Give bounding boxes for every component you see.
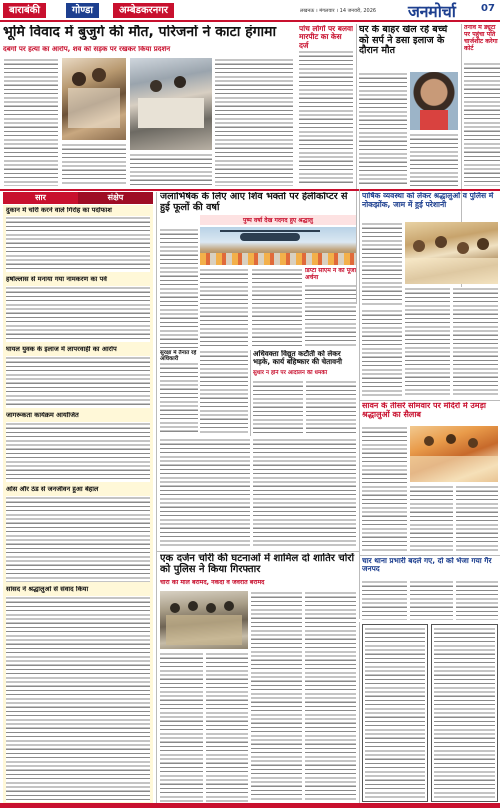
bottom-col-2 (206, 652, 248, 802)
brief-label-sankshep: संक्षेप (78, 192, 153, 204)
mid-sub-c: अधिवक्ता विद्युत कटौती को लेकर भड़के, कार्य बहिष्कार की चेतावनी (253, 350, 342, 367)
transfer-col-1 (362, 580, 407, 620)
lead-subhead: दबंगों पर हत्या का आरोप, शव को सड़क पर रखकर किया प्रदर्शन (3, 46, 171, 53)
mid-sub-b: डिप्टी सीएम ने की पूजा अर्चना (305, 268, 356, 281)
brief-text-6 (6, 596, 150, 802)
sawan-col-1 (362, 426, 407, 552)
transfer-col-3 (456, 580, 498, 620)
bottom-col-3 (251, 591, 302, 802)
side2-text-a (359, 72, 407, 186)
side3-text (464, 62, 500, 186)
helicopter-photo (200, 227, 356, 265)
lead-photo-right (130, 58, 212, 150)
right-col-3 (453, 287, 498, 397)
sawan-col-3 (456, 485, 498, 552)
devotees-photo (405, 222, 498, 284)
lead-col-3 (130, 153, 212, 186)
mid-strap-a (200, 215, 356, 225)
police-photo (160, 591, 248, 649)
mid-col-4 (305, 284, 356, 348)
right-top-headline: पार्षिक व्यवस्था को लेकर श्रद्धालुओं व पुलिस में नोकझोंक, जाम में हुई परेशानी (362, 192, 494, 209)
brand-logo: जनमोर्चा (408, 2, 456, 21)
mid-sub-a: पुष्प वर्षा देख गदगद हुए श्रद्धालु (243, 217, 313, 224)
right-col-1 (362, 222, 402, 306)
lead-col-4 (215, 58, 293, 186)
masthead (0, 0, 500, 22)
bottom-headline: एक दर्जन चोरी की घटनाओं में शामिल दो शातिर चोरों को पुलिस ने किया गिरफ्तार (160, 553, 355, 576)
mid-headline: जलाभिषेक के लिए आए शिव भक्तों पर हेलीकॉप्टर से हुई फूलों की वर्षा (160, 192, 348, 213)
temple-photo (410, 426, 498, 482)
lead-col-1 (4, 58, 58, 186)
notice-box-1 (362, 624, 428, 802)
child-photo (410, 72, 458, 130)
lead-headline: भूमि विवाद में बुजुर्ग की मौत, परिजनों ने काटा हंगामा (3, 25, 277, 40)
brief-h5: ओस और ठंड से जनजीवन हुआ बेहाल (6, 486, 99, 493)
side2-headline-display: घर के बाहर खेल रहे बच्चे को सर्प ने डसा इलाज के दौरान मौत (359, 25, 448, 57)
brief-label-saar: सार (35, 193, 46, 202)
mid-col-1 (160, 228, 198, 348)
transfer-headline: चार थाना प्रभारी बदले गए, दो को भेजा गया गैर जनपद (362, 557, 492, 574)
bottom-col-4 (305, 591, 356, 802)
mid-col-3 (252, 268, 302, 348)
mid-sub-d: सुधार न होने पर आंदोलन की धमकी (253, 370, 328, 376)
right-top-region (296, 24, 500, 187)
lead-photo-left (62, 58, 126, 140)
masthead-tag-barabanki: बाराबंकी (3, 3, 46, 18)
brief-h6: सांसद ने श्रद्धालुओं से संवाद किया (6, 586, 89, 593)
transfer-col-2 (410, 580, 453, 620)
sawan-headline: सावन के तीसरे सोमवार पर मंदिरों में उमड़ा श्रद्धालुओं का सैलाब (362, 402, 486, 419)
masthead-tag-ambedkarnagar: अम्बेडकरनगर (113, 3, 174, 18)
center-mid-col (253, 438, 356, 548)
mid-col-head: सुरक्षा में तैनात रहे अधिकारी (160, 350, 197, 363)
side1-text (299, 50, 353, 186)
side1-headline-display: पांच लोगों पर बलवा मारपीट का केस दर्ज (299, 25, 353, 50)
lead-col-2 (62, 143, 126, 186)
masthead-tag-gonda: गोण्डा (66, 3, 99, 18)
side3-headline-display: तनाव में ड्यूटी पर पहुंचा पति चार्जशीट करेगा कोर्ट (464, 25, 498, 52)
sawan-col-2 (410, 485, 453, 552)
brief-h4: जागरूकता कार्यक्रम आयोजित (6, 412, 79, 419)
center-left-col (160, 438, 250, 548)
mid-col-6 (200, 350, 248, 434)
brief-text-1 (6, 216, 150, 272)
bottom-subhead: चोरी का माल बरामद, नकदी व जेवरात बरामद (160, 580, 265, 586)
bottom-col-1 (160, 652, 203, 802)
notice-box-2 (431, 624, 498, 802)
right-col-2 (405, 287, 450, 397)
footer-bar (0, 803, 500, 808)
brief-text-3 (6, 356, 150, 408)
brief-text-2 (6, 286, 150, 342)
dateline: लखनऊ । मंगलवार । 14 जनवरी, 2026 (300, 8, 377, 14)
brief-text-4 (6, 422, 150, 482)
right-col-4 (362, 309, 402, 397)
mid-col-5 (160, 362, 198, 434)
mid-col-7 (253, 380, 303, 434)
brief-h2: हर्षोल्लास से मनाया गया नामकरण का पर्व (6, 276, 107, 283)
brief-h1: दुकान में चोरी करने वाले गिरोह का पर्दाफाश (6, 207, 112, 214)
brief-h3: घायल युवक के इलाज में लापरवाही का आरोप (6, 346, 117, 353)
brief-text-5 (6, 496, 150, 582)
mid-col-2 (200, 268, 248, 348)
page-number: 07 (481, 3, 495, 14)
brief-banner (3, 192, 153, 204)
mid-col-8 (306, 380, 356, 434)
side2-text-b (410, 133, 458, 186)
